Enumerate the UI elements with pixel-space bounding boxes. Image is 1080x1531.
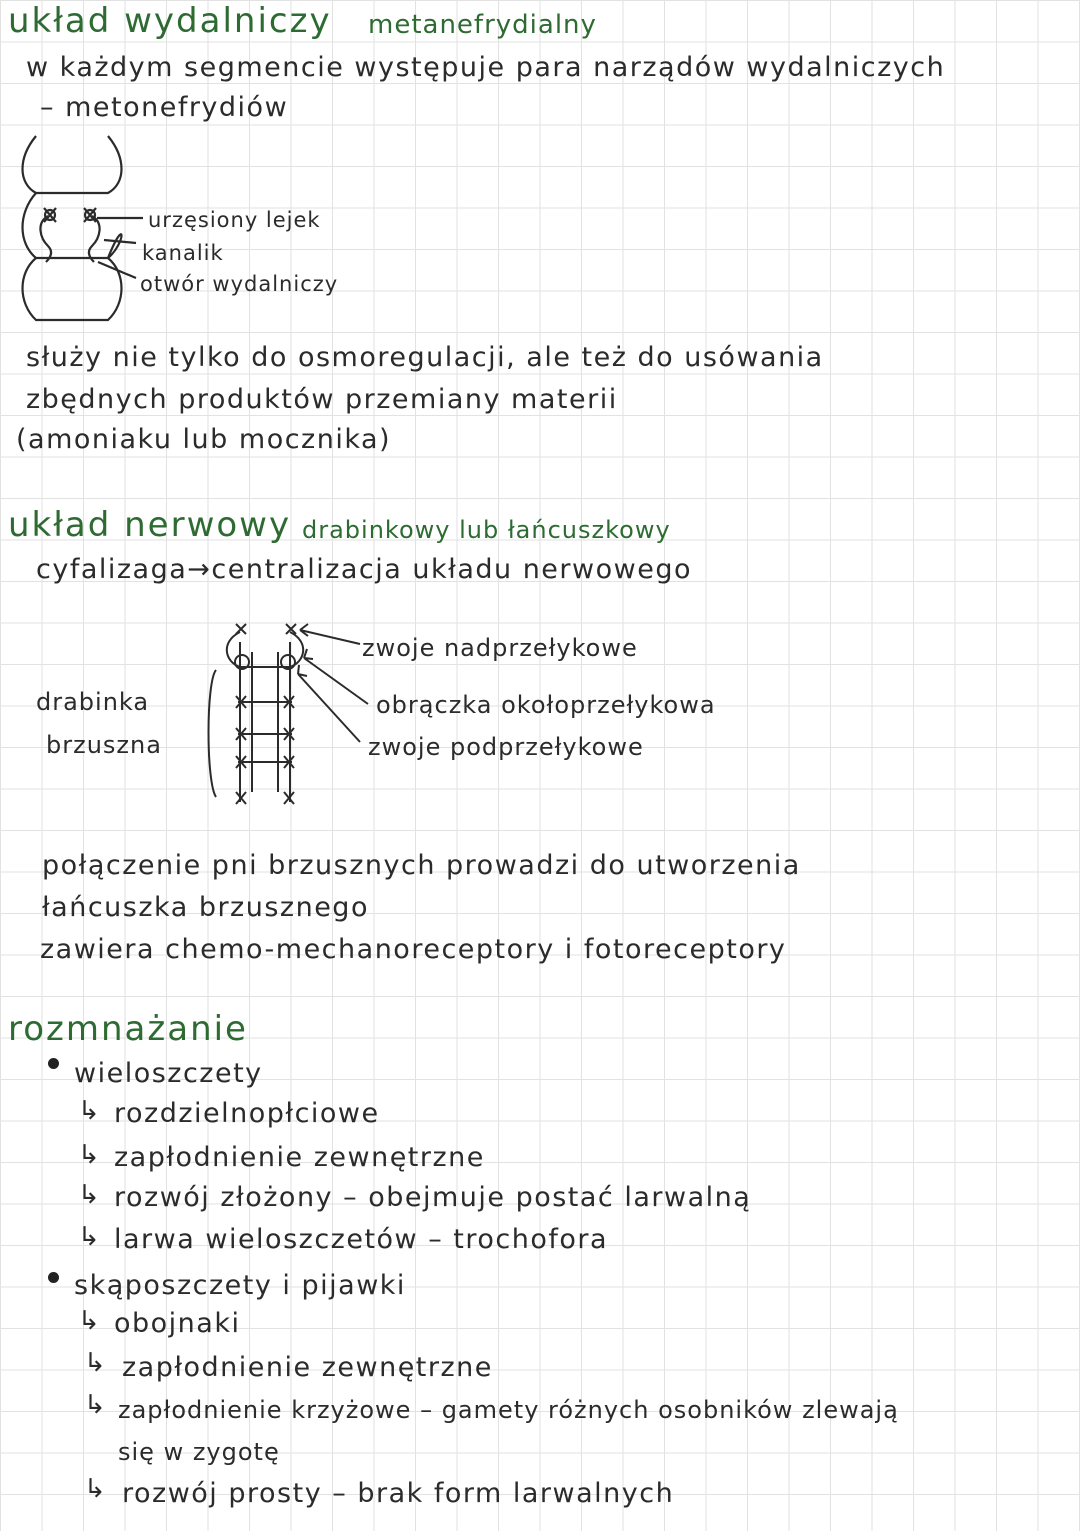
bullet-icon — [48, 1058, 59, 1069]
nervous-line-1: cyfalizaga→centralizacja układu nerwowego — [36, 554, 692, 585]
arrow-icon: ↳ — [78, 1306, 100, 1336]
ladder-label-2: brzuszna — [46, 731, 162, 759]
arrow-icon: ↳ — [78, 1096, 100, 1126]
section-title-reproduction: rozmnażanie — [8, 1009, 248, 1049]
list-item: obojnaki — [114, 1308, 241, 1339]
list-item: rozdzielnopłciowe — [114, 1098, 380, 1129]
arrow-icon: ↳ — [78, 1140, 100, 1170]
section-title-excretory: układ wydalniczy — [8, 1, 332, 41]
list-item: larwa wieloszczetów – trochofora — [114, 1224, 609, 1255]
diagram-label-supraesophageal: zwoje nadprzełykowe — [362, 634, 638, 662]
excretory-line-2: – metonefrydiów — [40, 92, 289, 123]
excretory-desc-1: służy nie tylko do osmoregulacji, ale też do usówania — [26, 342, 824, 373]
diagram-label-excretory-pore: otwór wydalniczy — [140, 272, 339, 296]
diagram-label-cilia-funnel: urzęsiony lejek — [148, 208, 321, 232]
diagram-label-ring: obrączka okołoprzełykowa — [376, 691, 716, 719]
section-subtitle-nervous: drabinkowy lub łańcuszkowy — [302, 516, 671, 544]
arrow-icon: ↳ — [78, 1222, 100, 1252]
ladder-nervous-system-diagram — [200, 612, 380, 812]
list-item: zapłodnienie zewnętrzne — [122, 1352, 493, 1383]
nervous-desc-1: połączenie pni brzusznych prowadzi do utworzenia — [42, 850, 801, 881]
excretory-line-1: w każdym segmencie występuje para narządów wydalniczych — [26, 52, 946, 83]
list-item: rozwój złożony – obejmuje postać larwalną — [114, 1182, 752, 1213]
list-item: zapłodnienie krzyżowe – gamety różnych osobników zlewają — [118, 1396, 899, 1424]
metanephridium-diagram — [18, 128, 143, 328]
group-title-polychaetes: wieloszczety — [74, 1058, 263, 1089]
section-title-nervous: układ nerwowy — [8, 505, 292, 545]
excretory-desc-2: zbędnych produktów przemiany materii — [26, 384, 618, 415]
list-item: rozwój prosty – brak form larwalnych — [122, 1478, 675, 1509]
nervous-desc-2: łańcuszka brzusznego — [42, 892, 369, 923]
list-item: zapłodnienie zewnętrzne — [114, 1142, 485, 1173]
nervous-desc-3: zawiera chemo-mechanoreceptory i fotoreceptory — [40, 934, 787, 965]
diagram-label-canal: kanalik — [142, 241, 224, 265]
group-title-oligochaetes-leeches: skąposzczety i pijawki — [74, 1270, 406, 1301]
ladder-label-1: drabinka — [36, 688, 150, 716]
diagram-label-subesophageal: zwoje podprzełykowe — [368, 733, 644, 761]
arrow-icon: ↳ — [84, 1390, 106, 1420]
arrow-icon: ↳ — [84, 1474, 106, 1504]
section-subtitle-excretory: metanefrydialny — [368, 10, 597, 40]
arrow-icon: ↳ — [84, 1348, 106, 1378]
arrow-icon: ↳ — [78, 1180, 100, 1210]
excretory-desc-3: (amoniaku lub mocznika) — [16, 424, 392, 455]
list-item-continuation: się w zygotę — [118, 1438, 280, 1466]
bullet-icon — [48, 1272, 59, 1283]
